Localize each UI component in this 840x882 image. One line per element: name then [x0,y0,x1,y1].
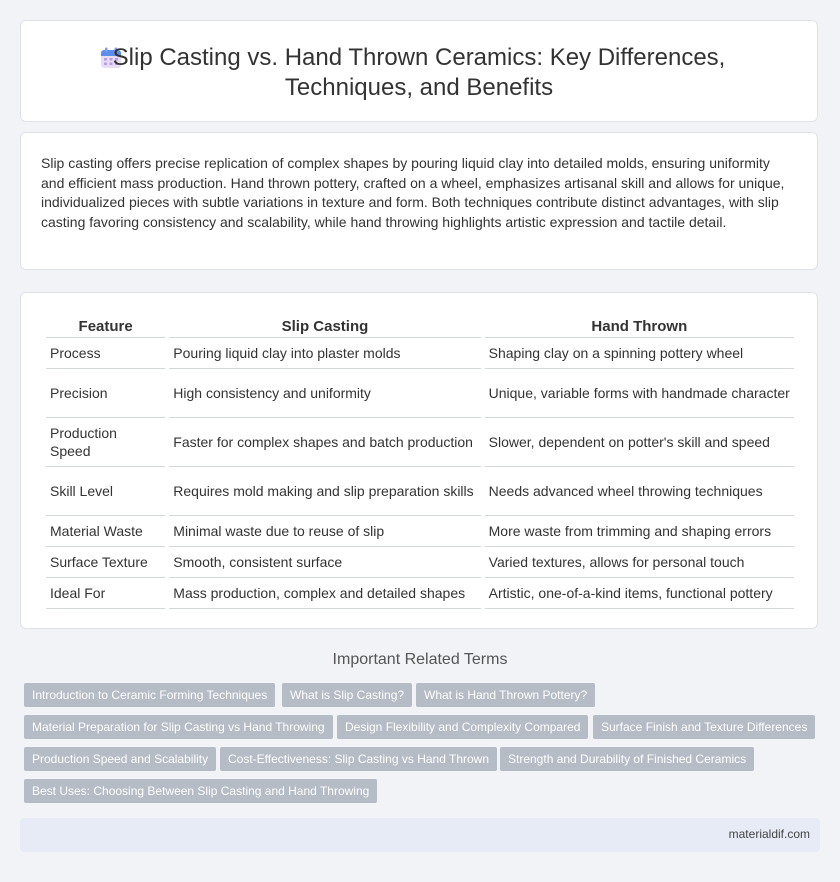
table-row [46,547,794,578]
page-title [21,43,817,103]
table-cell: Slower, dependent on potter's skill and speed [485,418,794,467]
header-hand-thrown: Hand Thrown [485,315,794,338]
table-row [46,418,794,467]
table-cell: More waste from trimming and shaping errors [485,516,794,547]
title-line-2: Techniques, and Benefits [284,74,554,101]
related-term-tag[interactable]: Design Flexibility and Complexity Compared [337,715,588,739]
related-terms-title: Important Related Terms [332,651,508,668]
footer-bar [20,818,820,852]
table-cell: Minimal waste due to reuse of slip [169,516,480,547]
table-cell: Varied textures, allows for personal touch [485,547,794,578]
table-cell: Precision [46,369,165,418]
table-header-row [46,315,794,338]
table-row [46,467,794,516]
related-term-tag[interactable]: Introduction to Ceramic Forming Techniques [24,683,275,707]
related-term-tag[interactable]: Strength and Durability of Finished Ceramics [500,747,754,771]
table-cell: Skill Level [46,467,165,516]
table-cell: Process [46,338,165,369]
table-cell: Material Waste [46,516,165,547]
table-cell: Production Speed [46,418,165,467]
related-term-tag[interactable]: Production Speed and Scalability [24,747,216,771]
table-cell: Surface Texture [46,547,165,578]
table-row [46,338,794,369]
table-cell: Needs advanced wheel throwing techniques [485,467,794,516]
intro-card [20,132,818,270]
table-cell: Unique, variable forms with handmade character [485,369,794,418]
table-row [46,516,794,547]
table-cell: Artistic, one-of-a-kind items, functional pottery [485,578,794,609]
table-row [46,578,794,609]
related-term-tag[interactable]: Material Preparation for Slip Casting vs Hand Throwing [24,715,333,739]
table-row [46,369,794,418]
table-cell: Shaping clay on a spinning pottery wheel [485,338,794,369]
table-cell: Requires mold making and slip preparation skills [169,467,480,516]
table-cell: Smooth, consistent surface [169,547,480,578]
intro-paragraph: Slip casting offers precise replication of complex shapes by pouring liquid clay into detailed molds, ensuring uniformity and efficient mass production. Hand thrown pottery, crafted on a wheel, emphasizes artisanal skill and allows for unique, individualized pieces with subtle variations in texture and form. Both techniques contribute distinct advantages, with slip casting favoring consistency and scalability, while hand throwing highlights artistic expression and tactile detail. [41,155,785,230]
related-term-tag[interactable]: Cost-Effectiveness: Slip Casting vs Hand Thrown [220,747,497,771]
footer-site-link[interactable]: materialdif.com [728,827,810,841]
header-slip-casting: Slip Casting [169,315,480,338]
header-card [20,20,818,122]
table-cell: Ideal For [46,578,165,609]
related-term-tag[interactable]: What is Slip Casting? [282,683,412,707]
table-cell: Mass production, complex and detailed shapes [169,578,480,609]
table-cell: Faster for complex shapes and batch production [169,418,480,467]
related-term-tag[interactable]: Best Uses: Choosing Between Slip Casting and Hand Throwing [24,779,377,803]
related-term-tag[interactable]: Surface Finish and Texture Differences [593,715,815,739]
title-line-1: Slip Casting vs. Hand Thrown Ceramics: Key Differences, [112,44,726,71]
comparison-table-card [20,292,818,629]
table-cell: Pouring liquid clay into plaster molds [169,338,480,369]
comparison-table [42,315,798,609]
table-cell: High consistency and uniformity [169,369,480,418]
related-term-tag[interactable]: What is Hand Thrown Pottery? [416,683,595,707]
header-feature: Feature [46,315,165,338]
